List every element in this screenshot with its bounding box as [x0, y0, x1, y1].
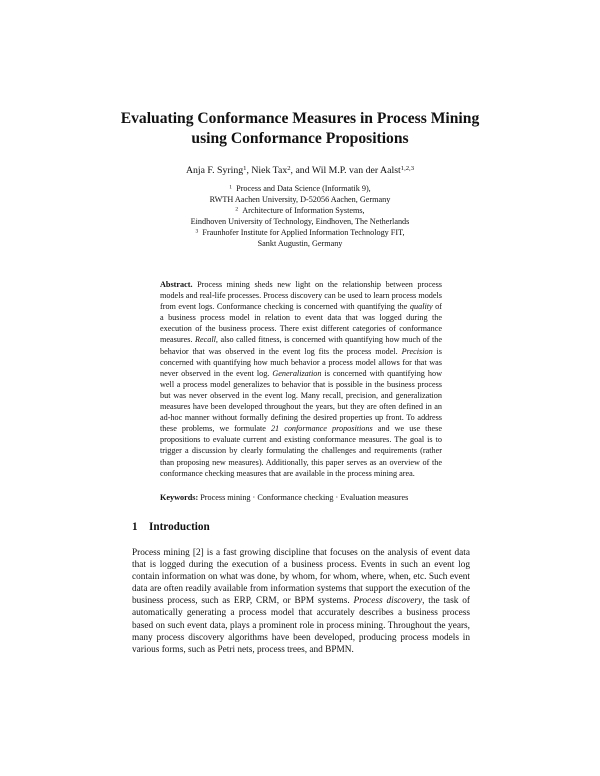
author-3: , and Wil M.P. van der Aalst: [290, 165, 401, 176]
author-list: [0, 165, 600, 177]
affiliations: [0, 183, 600, 250]
affiliation-2-marker: 2: [235, 206, 239, 213]
title-line-2: using Conformance Propositions: [191, 130, 409, 147]
paper-title: [0, 109, 600, 149]
abstract-text-3: , also called fitness, is concerned with quantifying how much of the behavior that was observed in the event log fits the process model.: [160, 335, 442, 356]
abstract: [160, 279, 442, 479]
abstract-text-1: Process mining sheds new light on the relationship between process models and real-life processes. Process discovery can be used to learn process models from event logs. Conformance checking is concerned with quantifying the: [160, 280, 442, 312]
section-heading: [132, 520, 210, 534]
affiliation-2-line-1: [0, 205, 600, 216]
abstract-text-5: is concerned with quantifying how well a process model generalizes to behavior that is possible in the business process but was never observed in the event log. Many recall, precision, and generalization measures have been developed throughout the years, but they are often defined in an ad-hoc manner without formally defining the desired properties up front. To address these problems, we formulate: [160, 368, 442, 434]
affiliation-3-name: Fraunhofer Institute for Applied Information Technology FIT,: [202, 228, 405, 238]
author-2-affil: 2: [287, 165, 291, 173]
abstract-em-quality: quality: [409, 302, 433, 312]
affiliation-3-marker: 3: [195, 228, 199, 235]
abstract-text-4: is concerned with quantifying how much behavior a process model allows for that was never observed in the event log.: [160, 346, 442, 378]
abstract-text-2: of a business process model in relation to event data that was logged during the execution of the business process. There exist different categories of conformance measures.: [160, 302, 442, 345]
affiliation-1-name: Process and Data Science (Informatik 9),: [236, 184, 371, 193]
affiliation-3-line-2: Sankt Augustin, Germany: [257, 239, 343, 249]
abstract-text-6: and we use these propositions to evaluate current and existing conformance measures. The goal is to trigger a discussion by clearly formulating the challenges and requirements (rather than proposing new measures). Additionally, this paper serves as an overview of the conformance checking measures that are available in the process mining area.: [160, 424, 442, 478]
intro-text-2: , the task of automatically generating a process model that accurately describes a business process based on such event data, plays a prominent role in process mining. Throughout the years, many process discovery algorithms have been developed, producing process models in various forms, such as Petri nets, process trees, and BPMN.: [132, 596, 471, 655]
abstract-em-generalization: Generalization: [272, 368, 322, 378]
abstract-em-propositions: 21 conformance propositions: [270, 424, 373, 434]
affiliation-3-line-1: [0, 227, 600, 238]
keywords-text: Process mining · Conformance checking · Evaluation measures: [198, 493, 409, 502]
affiliation-1-marker: 1: [229, 184, 233, 191]
affiliation-2-line-2: Eindhoven University of Technology, Eindhoven, The Netherlands: [190, 217, 410, 227]
section-number: 1: [132, 521, 138, 533]
affiliation-1-line-1: [0, 183, 600, 194]
title-line-1: Evaluating Conformance Measures in Process Mining: [120, 110, 480, 127]
affiliation-1-line-2: RWTH Aachen University, D-52056 Aachen, Germany: [209, 195, 391, 205]
section-title: Introduction: [149, 521, 210, 533]
abstract-label: Abstract.: [160, 280, 193, 289]
author-1-affil: 1: [243, 165, 247, 173]
keywords: [160, 492, 442, 503]
intro-text-1: Process mining [2] is a fast growing discipline that focuses on the analysis of event data that is logged during the execution of a business process. Events in such an event log contain information on what was done, by whom, for whom, where, when, etc. Such event data are often readily available from information systems that support the execution of the business process, such as ERP, CRM, or BPM systems.: [132, 548, 470, 607]
abstract-em-precision: Precision: [401, 346, 433, 356]
author-2: , Niek Tax: [246, 165, 288, 176]
keywords-label: Keywords:: [160, 493, 199, 502]
introduction-paragraph: [132, 547, 470, 656]
abstract-em-recall: Recall: [195, 335, 216, 345]
affiliation-2-name: Architecture of Information Systems,: [242, 206, 365, 216]
intro-em-process-discovery: Process discovery: [353, 596, 423, 607]
author-1: Anja F. Syring: [185, 165, 244, 176]
author-3-affil: 1,2,3: [400, 165, 415, 173]
